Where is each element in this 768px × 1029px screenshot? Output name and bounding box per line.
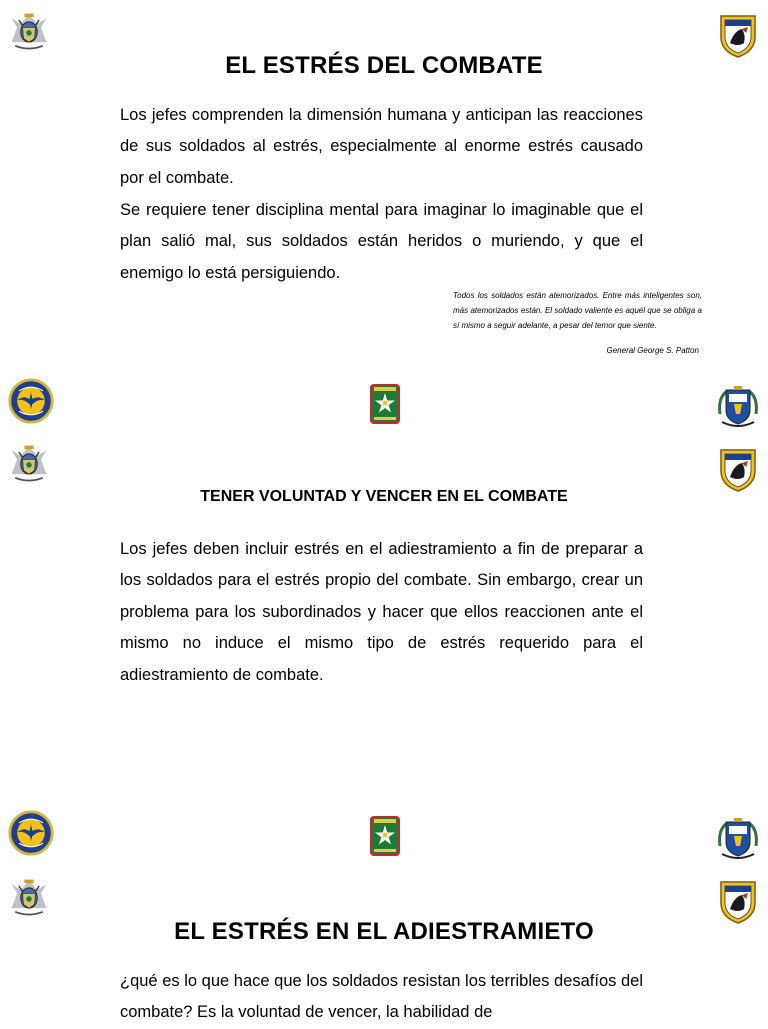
- paragraph-stress-training: Los jefes deben incluir estrés en el adiestramiento a fin de preparar a los soldados para el estrés propio del combate. Sin embargo, crear un problema para los subordinados y hacer que ellos reaccionen ante el mismo no induce el mismo tipo de estrés requerido para el adiestramiento de combate.: [120, 540, 643, 684]
- naval-emblem-icon: [716, 384, 760, 430]
- naval-emblem-icon: [716, 816, 760, 862]
- patton-quote: Todos los soldados están atemorizados. Entre más inteligentes son, más atemorizados están. El soldado valiente es aquél que se obliga a sí mismo a seguir adelante, a pesar del temor que siente.: [453, 291, 702, 330]
- section-title-will-to-win: TENER VOLUNTAD Y VENCER EN EL COMBATE: [200, 488, 568, 505]
- paragraph-mental-discipline: Se requiere tener disciplina mental para imaginar lo imaginable que el plan salió mal, sus soldados están heridos o muriendo, y que el enemigo lo está persiguiendo.: [120, 201, 643, 282]
- air-force-emblem-icon: [8, 378, 54, 424]
- national-coat-of-arms-icon: [6, 8, 52, 56]
- section-title-training-stress: EL ESTRÉS EN EL ADIESTRAMIETO: [174, 918, 594, 945]
- army-star-emblem-icon: [368, 382, 402, 426]
- national-coat-of-arms-icon: [6, 874, 52, 922]
- military-academy-shield-icon: [718, 446, 758, 494]
- national-coat-of-arms-icon: [6, 440, 52, 488]
- section-title-combat-stress: EL ESTRÉS DEL COMBATE: [225, 52, 543, 79]
- air-force-emblem-icon: [8, 810, 54, 856]
- quote-author: General George S. Patton: [606, 346, 699, 355]
- paragraph-will-to-win: ¿qué es lo que hace que los soldados resistan los terribles desafíos del combate? Es la voluntad de vencer, la habilidad de: [120, 972, 643, 1022]
- paragraph-human-dimension: Los jefes comprenden la dimensión humana y anticipan las reacciones de sus soldados al estrés, especialmente al enorme estrés causado por el combate.: [120, 106, 643, 187]
- army-star-emblem-icon: [368, 814, 402, 858]
